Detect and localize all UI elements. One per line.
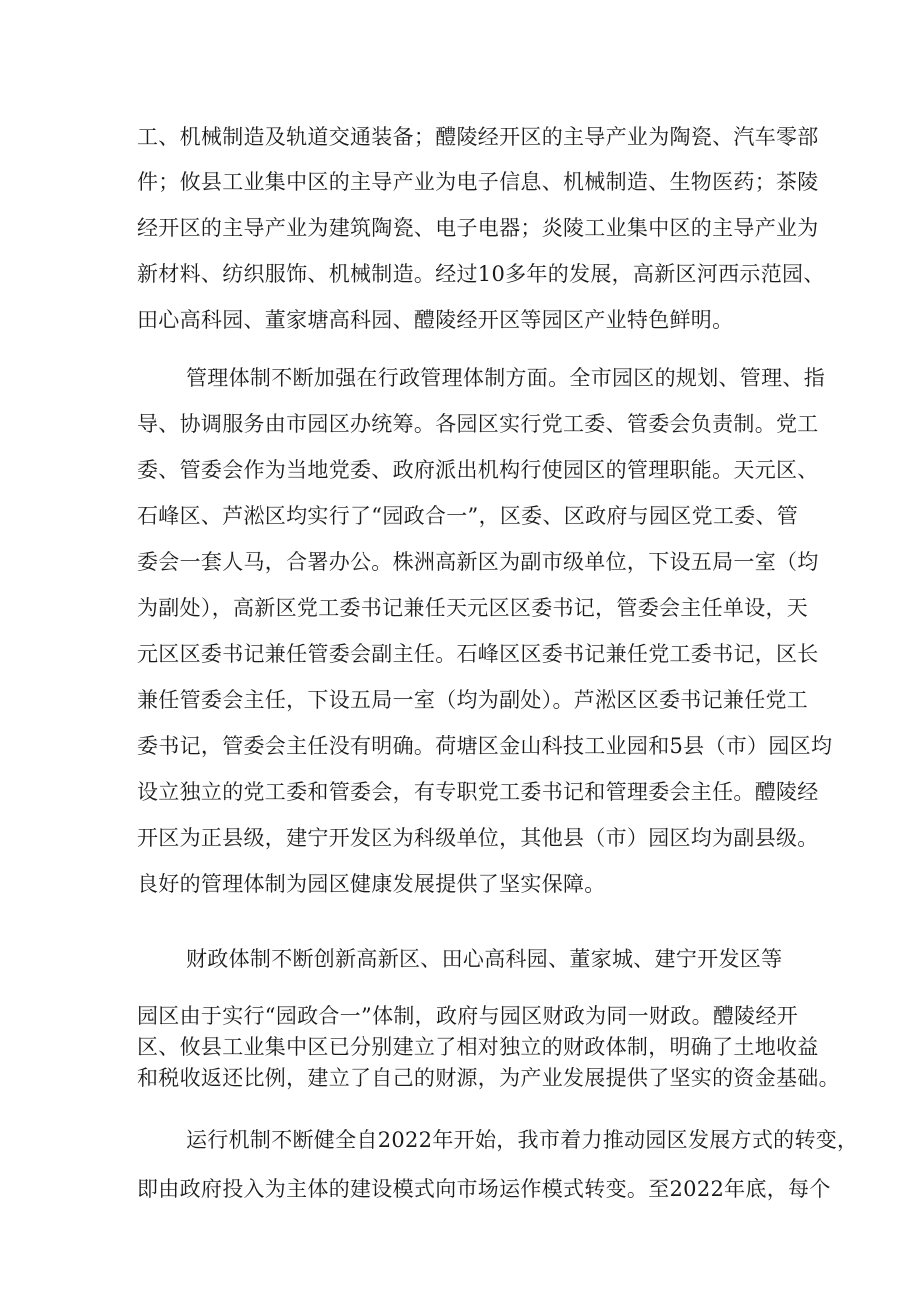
text-line: 委、管委会作为当地党委、政府派出机构行使园区的管理职能。天元区、 xyxy=(137,458,819,482)
text-line: 即由政府投入为主体的建设模式向市场运作模式转变。至2022年底，每个 xyxy=(137,1177,831,1201)
paragraph-first-line: 财政体制不断创新高新区、田心高科园、董家城、建宁开发区等 xyxy=(186,947,783,971)
text-line: 兼任管委会主任，下设五局一室（均为副处）。芦淞区区委书记兼任党工 xyxy=(137,688,809,712)
text-line: 导、协调服务由市园区办统筹。各园区实行党工委、管委会负责制。党工 xyxy=(137,412,819,436)
text-line: 委会一套人马，合署办公。株洲高新区为副市级单位，下设五局一室（均 xyxy=(137,550,819,574)
text-line: 新材料、纺织服饰、机械制造。经过10多年的发展，高新区河西示范园、 xyxy=(137,262,825,286)
text-line: 良好的管理体制为园区健康发展提供了坚实保障。 xyxy=(137,872,606,896)
paragraph-first-line: 运行机制不断健全自2022年开始，我市着力推动园区发展方式的转变， xyxy=(186,1128,859,1152)
text-line: 元区区委书记兼任管委会副主任。石峰区区委书记兼任党工委书记，区长 xyxy=(137,642,819,666)
text-line: 经开区的主导产业为建筑陶瓷、电子电器；炎陵工业集中区的主导产业为 xyxy=(137,216,819,240)
text-line: 田心高科园、董家塘高科园、醴陵经开区等园区产业特色鲜明。 xyxy=(137,308,734,332)
text-line: 区、攸县工业集中区已分别建立了相对独立的财政体制，明确了土地收益 xyxy=(137,1035,819,1059)
text-line: 园区由于实行“园政合一”体制，政府与园区财政为同一财政。醴陵经开 xyxy=(137,1004,799,1028)
text-line: 开区为正县级，建宁开发区为科级单位，其他县（市）园区均为副县级。 xyxy=(137,826,819,850)
text-line: 委书记，管委会主任没有明确。荷塘区金山科技工业园和5县（市）园区均 xyxy=(137,734,833,758)
text-line: 工、机械制造及轨道交通装备；醴陵经开区的主导产业为陶瓷、汽车零部 xyxy=(137,125,819,149)
paragraph-first-line: 管理体制不断加强在行政管理体制方面。全市园区的规划、管理、指 xyxy=(186,366,825,390)
text-line: 为副处），高新区党工委书记兼任天元区区委书记，管委会主任单设，天 xyxy=(137,596,809,620)
text-line: 件；攸县工业集中区的主导产业为电子信息、机械制造、生物医药；茶陵 xyxy=(137,170,819,194)
text-line: 石峰区、芦淞区均实行了“园政合一”，区委、区政府与园区党工委、管 xyxy=(137,504,799,528)
text-line: 设立独立的党工委和管委会，有专职党工委书记和管理委会主任。醴陵经 xyxy=(137,780,819,804)
text-line: 和税收返还比例，建立了自己的财源，为产业发展提供了坚实的资金基础。 xyxy=(137,1066,840,1090)
